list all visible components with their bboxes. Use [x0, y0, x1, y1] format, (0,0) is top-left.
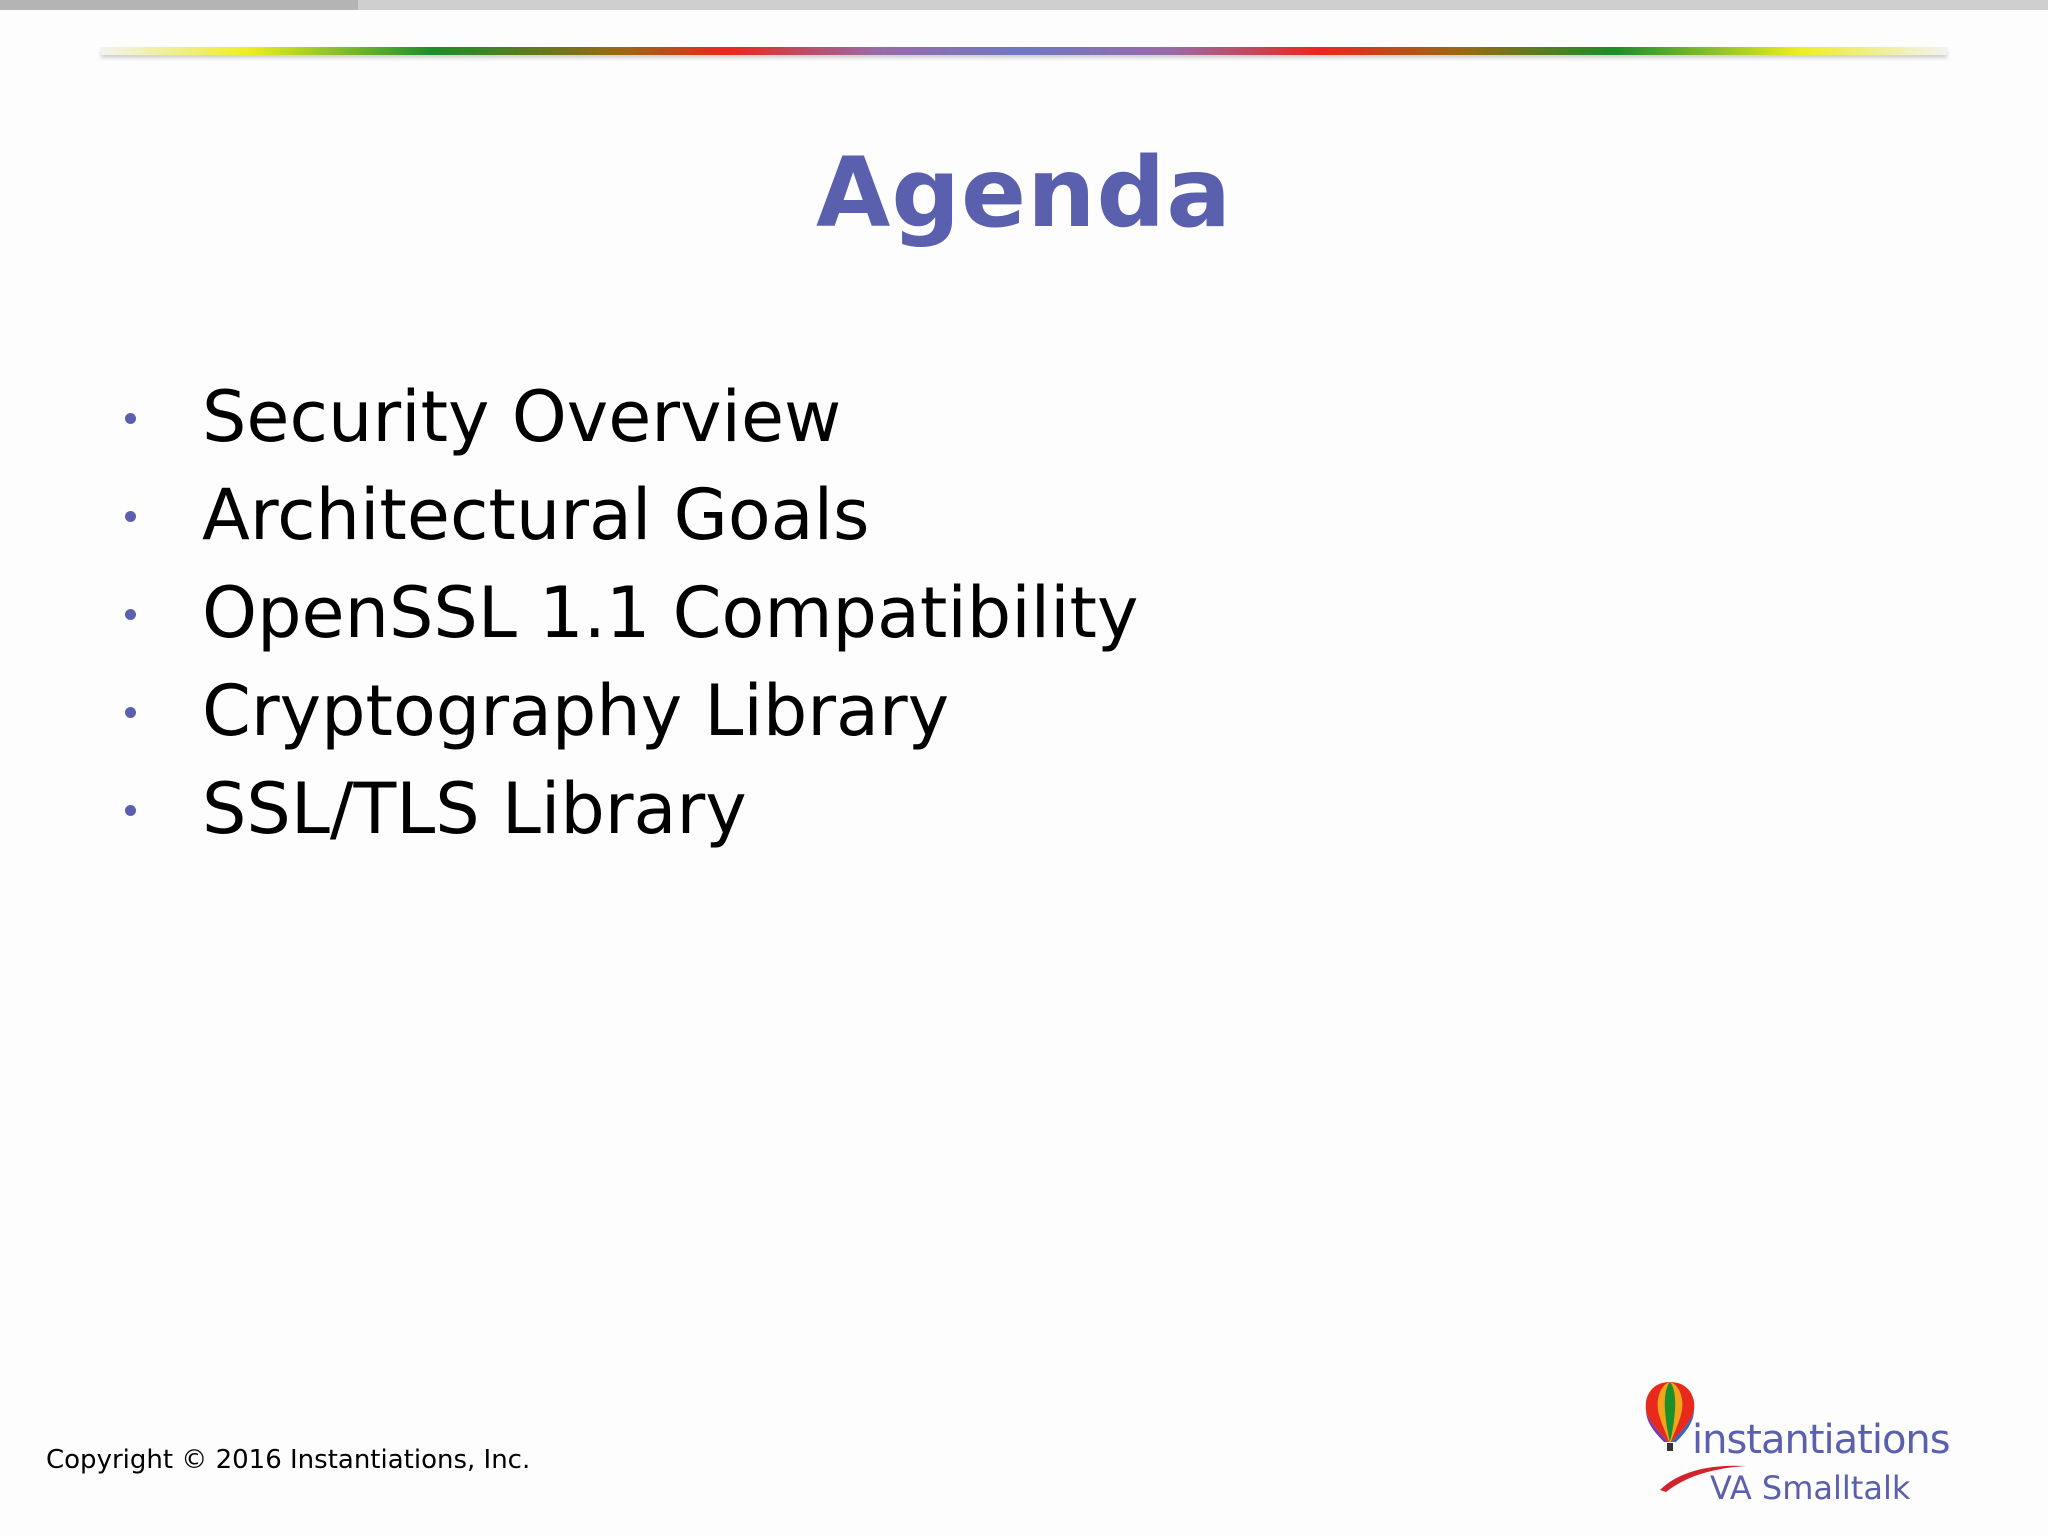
agenda-item: [118, 760, 1138, 858]
company-logo: [1640, 1376, 1950, 1516]
agenda-item: [118, 662, 1138, 760]
slide-progress-fill: [0, 0, 358, 10]
agenda-item-label: SSL/TLS Library: [202, 768, 747, 850]
agenda-list: [118, 368, 1138, 858]
agenda-item-label: Security Overview: [202, 376, 842, 458]
bullet-icon: [125, 707, 136, 718]
agenda-item: [118, 564, 1138, 662]
bullet-icon: [125, 609, 136, 620]
slide-progress-bar: [0, 0, 2048, 10]
agenda-item-label: Architectural Goals: [202, 474, 870, 556]
bullet-icon: [125, 413, 136, 424]
agenda-item-label: OpenSSL 1.1 Compatibility: [202, 572, 1139, 654]
agenda-item: [118, 368, 1138, 466]
slide-title: Agenda: [816, 137, 1232, 249]
logo-wordmark: instantiations: [1692, 1417, 1950, 1463]
logo-product-name: VA Smalltalk: [1710, 1469, 1911, 1507]
bullet-icon: [125, 805, 136, 816]
agenda-item-label: Cryptography Library: [202, 670, 950, 752]
bullet-icon: [125, 511, 136, 522]
copyright-notice: Copyright © 2016 Instantiations, Inc.: [46, 1445, 531, 1475]
agenda-item: [118, 466, 1138, 564]
header-rule: [101, 47, 1947, 55]
hot-air-balloon-icon: [1640, 1380, 1700, 1454]
